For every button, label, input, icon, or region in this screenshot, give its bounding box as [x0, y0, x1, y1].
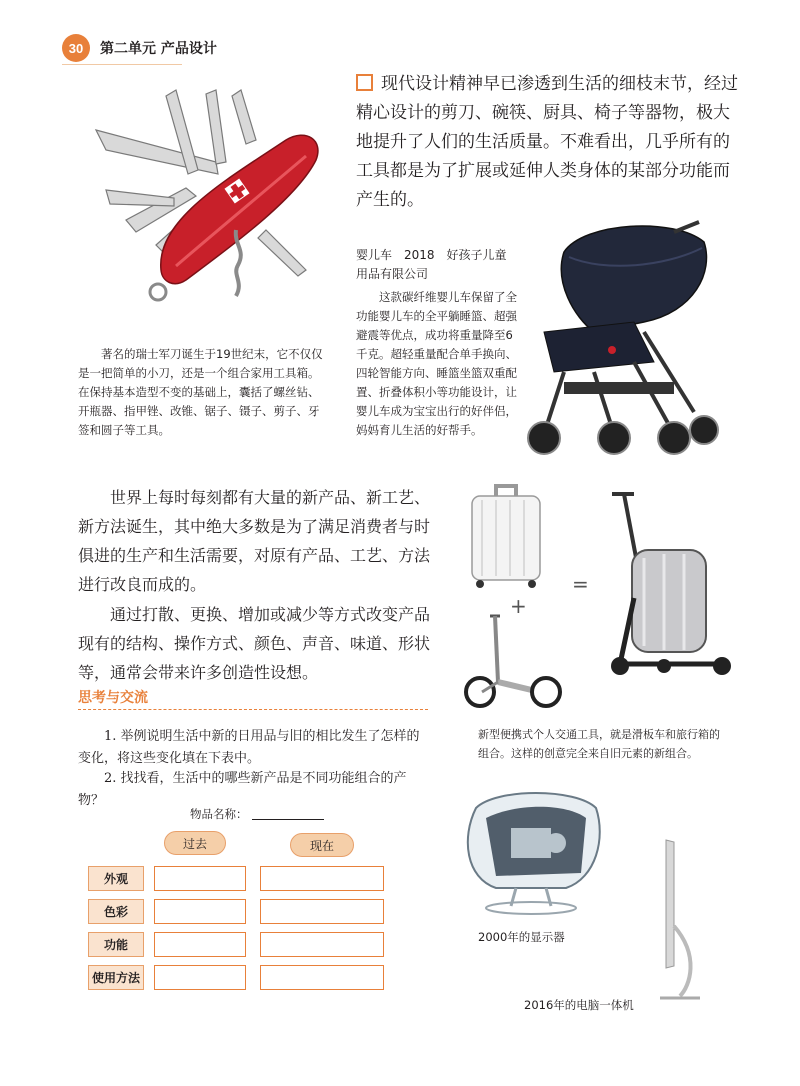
past-header: 过去	[164, 831, 226, 855]
cell-color-now[interactable]	[260, 899, 384, 924]
cell-appearance-now[interactable]	[260, 866, 384, 891]
item-name-blank[interactable]	[252, 819, 324, 820]
page-header	[62, 34, 217, 62]
scooter-caption: 新型便携式个人交通工具，就是滑板车和旅行箱的组合。这样的创意完全来自旧元素的新组合。	[478, 728, 720, 760]
cell-usage-now[interactable]	[260, 965, 384, 990]
row-label-color: 色彩	[88, 899, 144, 924]
knife-caption: 著名的瑞士军刀诞生于19世纪末，它不仅仅是一把简单的小刀，还是一个组合家用工具箱。在保持基本造型不变的基础上，囊括了螺丝钻、开瓶器、指甲锉、改锥、锯子、镊子、剪子、牙签和圆子等工具。	[78, 347, 323, 437]
row-label-appearance: 外观	[88, 866, 144, 891]
body-paragraph-2: 通过打散、更换、增加或减少等方式改变产品现有的结构、操作方式、颜色、声音、味道、形状等，通常会带来许多创造性设想。	[78, 605, 431, 682]
crt-monitor-2000-image	[456, 788, 606, 918]
intro-text: 现代设计精神早已渗透到生活的细枝末节，经过精心设计的剪刀、碗筷、厨具、椅子等器物，极大地提升了人们的生活质量。不难看出，几乎所有的工具都是为了扩展或延伸人类身体的某部分功能而产生的。	[356, 74, 738, 210]
monitor-2000-caption: 2000年的显示器	[478, 930, 565, 944]
section-title: 思考与交流	[78, 690, 148, 706]
equals-sign: =	[572, 572, 589, 596]
item-name-text: 物品名称：	[190, 807, 248, 821]
intro-paragraph	[356, 70, 744, 215]
plus-sign: +	[510, 594, 527, 618]
question-2: 2. 找找看，生活中的哪些新产品是不同功能组合的产物？	[78, 771, 407, 808]
page-number-badge: 30	[62, 34, 90, 62]
kick-scooter-image	[460, 612, 565, 712]
imac-2016-caption: 2016年的电脑一体机	[524, 998, 634, 1012]
checkbox-icon	[356, 74, 373, 91]
cell-color-past[interactable]	[154, 899, 246, 924]
imac-2016-image	[640, 836, 710, 1006]
stroller-caption-title: 婴儿车 2018 好孩子儿童用品有限公司	[356, 248, 507, 281]
row-label-function: 功能	[88, 932, 144, 957]
header-divider	[62, 64, 182, 65]
section-divider	[78, 709, 428, 710]
body-paragraph-1: 世界上每时每刻都有大量的新产品、新工艺、新方法诞生，其中绝大多数是为了满足消费者与时俱进的生产和生活需要，对原有产品、工艺、方法进行改良而成的。	[78, 488, 431, 594]
cell-usage-past[interactable]	[154, 965, 246, 990]
swiss-army-knife-image	[66, 70, 331, 315]
cell-function-now[interactable]	[260, 932, 384, 957]
item-name-label	[190, 806, 324, 822]
cell-function-past[interactable]	[154, 932, 246, 957]
now-header: 现在	[290, 833, 354, 857]
stroller-image	[524, 212, 724, 462]
scooter-suitcase-image	[604, 488, 744, 680]
suitcase-image	[466, 482, 546, 590]
cell-appearance-past[interactable]	[154, 866, 246, 891]
unit-title: 第二单元 产品设计	[100, 41, 217, 57]
row-label-usage: 使用方法	[88, 965, 144, 990]
stroller-caption-body: 这款碳纤维婴儿车保留了全功能婴儿车的全平躺睡篮、超强避震等优点，成功将重量降至6千克。超轻重量配合单手换向、四轮智能方向、睡篮坐篮双重配置、折叠体积小等功能设计，让婴儿车成为宝宝出行的好伴侣，妈妈育儿生活的好帮手。	[356, 290, 517, 437]
question-1: 1. 举例说明生活中新的日用品与旧的相比发生了怎样的变化，将这些变化填在下表中。	[78, 729, 420, 766]
